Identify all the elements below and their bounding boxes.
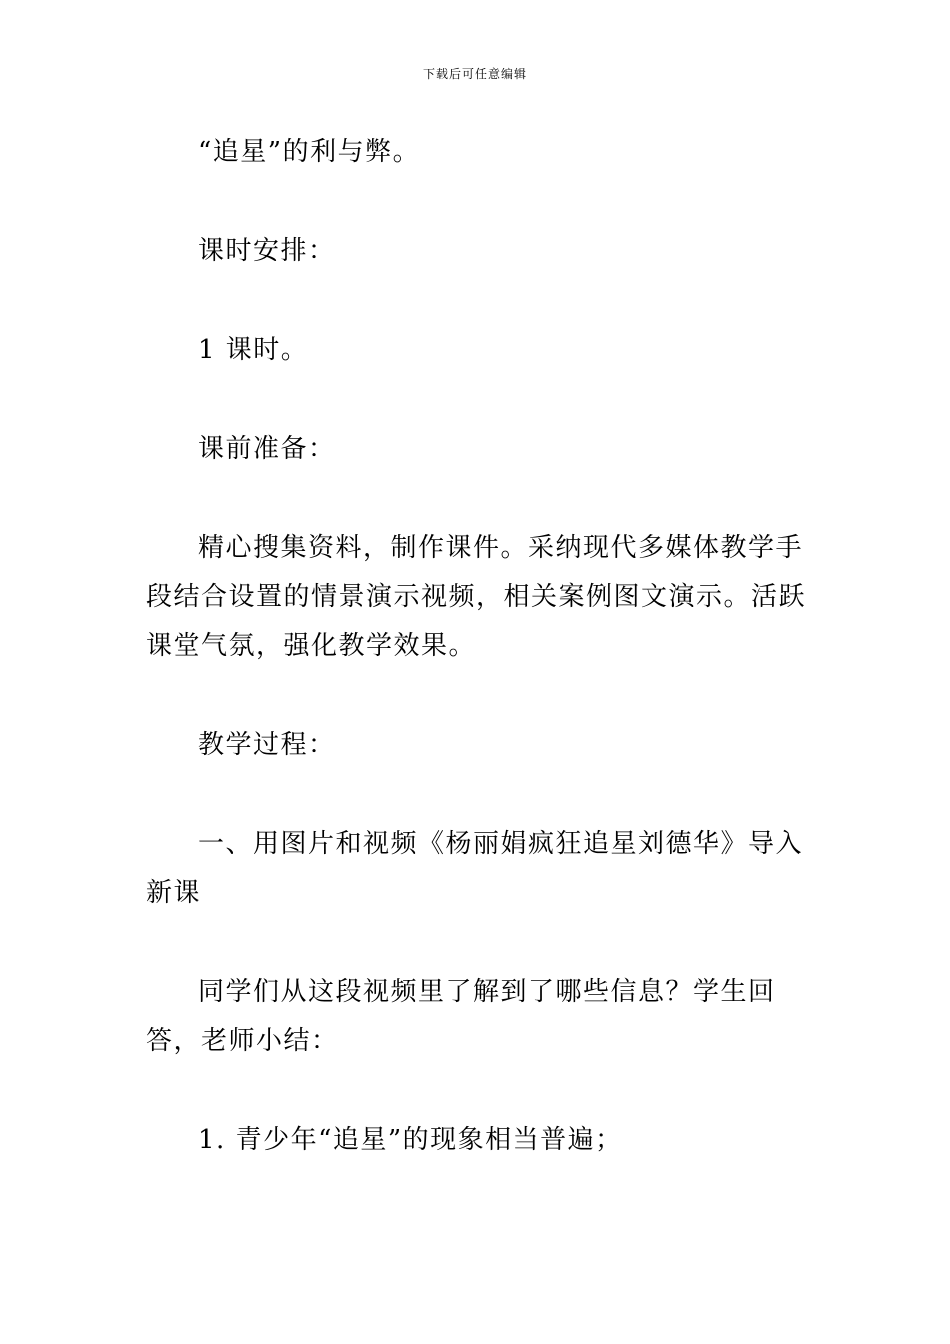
document-body <box>146 128 810 1215</box>
paragraph-summary-point-1: 1. 青少年“追星”的现象相当普遍； <box>198 1125 623 1155</box>
paragraph-topic: “追星”的利与弊。 <box>198 137 421 167</box>
page-header-note: 下载后可任意编辑 <box>422 67 527 81</box>
paragraph-class-hours-value: 1 课时。 <box>198 335 309 365</box>
paragraph-preparation-body: 精心搜集资料，制作课件。采纳现代多媒体教学手段结合设置的情景演示视频，相关案例图文演示。活跃课堂气氛，强化教学效果。 <box>146 533 807 661</box>
paragraph-process-heading: 教学过程： <box>198 730 336 760</box>
paragraph-preparation-heading: 课前准备： <box>198 434 336 464</box>
paragraph-class-hours-heading: 课时安排： <box>198 236 336 266</box>
paragraph-question: 同学们从这段视频里了解到了哪些信息？学生回答，老师小结： <box>146 977 776 1056</box>
paragraph-step-one: 一、用图片和视频《杨丽娟疯狂追星刘德华》导入新课 <box>146 829 804 908</box>
